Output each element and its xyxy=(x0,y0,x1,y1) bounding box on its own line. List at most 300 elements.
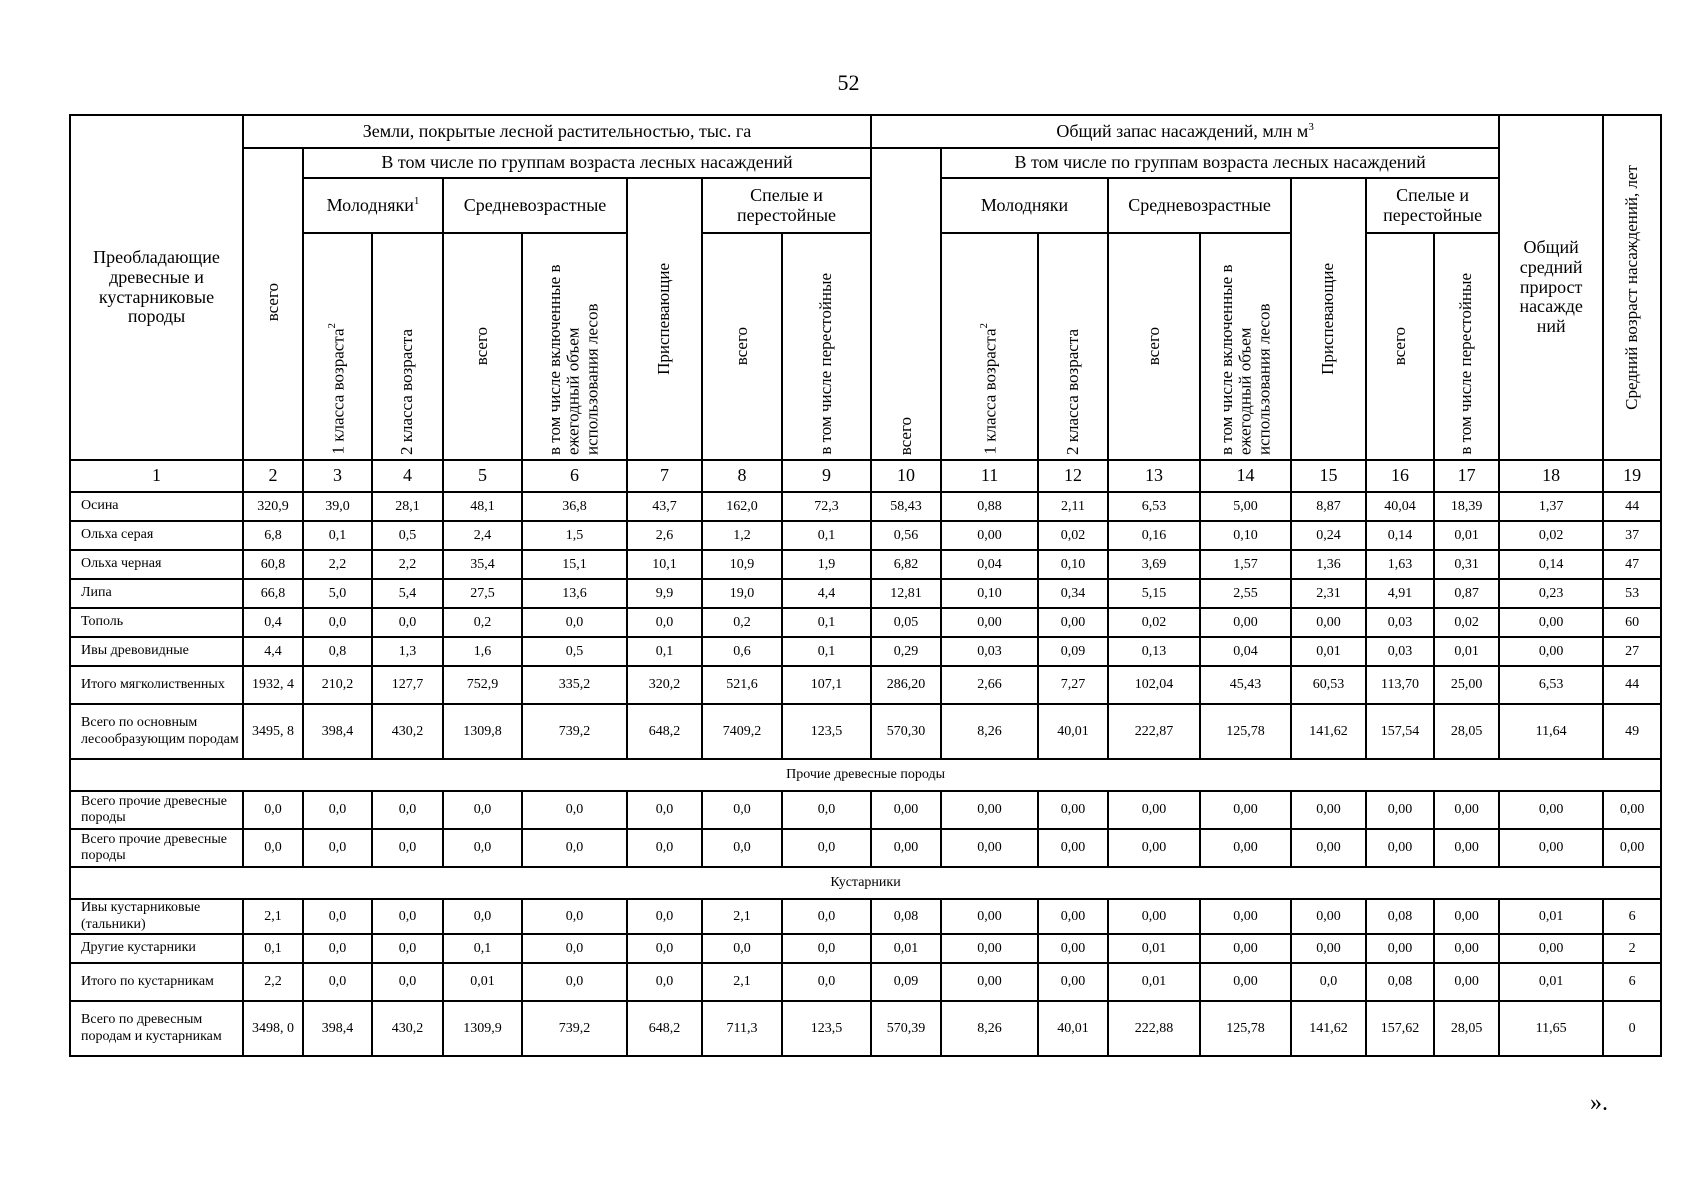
table-cell: 0,56 xyxy=(871,521,941,550)
header-stock-ripening: Приспевающие xyxy=(1291,178,1366,460)
section-other-species-title: Прочие древесные породы xyxy=(70,759,1661,791)
header-stock-mature-overmature: в том числе перестойные xyxy=(1434,233,1499,460)
table-cell: 0,0 xyxy=(303,899,372,934)
table-cell: 0,0 xyxy=(303,791,372,829)
table-cell: 0,00 xyxy=(1200,608,1291,637)
table-cell: 28,05 xyxy=(1434,1001,1499,1056)
table-cell: 0,1 xyxy=(782,608,871,637)
column-number: 14 xyxy=(1200,460,1291,492)
column-number: 6 xyxy=(522,460,627,492)
header-area-ripening: Приспевающие xyxy=(627,178,702,460)
table-cell: 0,01 xyxy=(1291,637,1366,666)
table-cell: 0,10 xyxy=(941,579,1038,608)
table-cell: 0,00 xyxy=(1038,608,1108,637)
table-cell: 0,1 xyxy=(443,934,522,963)
table-row xyxy=(70,934,1661,963)
header-stock-age-groups: В том числе по группам возраста лесных насаждений xyxy=(941,148,1499,178)
table-cell: 45,43 xyxy=(1200,666,1291,704)
table-cell: 0,0 xyxy=(303,608,372,637)
table-cell: 0,0 xyxy=(303,829,372,867)
table-cell: 0,34 xyxy=(1038,579,1108,608)
table-cell: 0,14 xyxy=(1499,550,1603,579)
table-cell: 0,1 xyxy=(627,637,702,666)
table-cell: 4,4 xyxy=(243,637,303,666)
table-cell: 0,0 xyxy=(372,608,443,637)
table-row xyxy=(70,521,1661,550)
table-cell: 60,53 xyxy=(1291,666,1366,704)
table-cell: 0,00 xyxy=(1038,829,1108,867)
table-cell: 0,0 xyxy=(522,963,627,1001)
table-cell: 0,00 xyxy=(1200,934,1291,963)
table-cell: 0,00 xyxy=(1434,963,1499,1001)
table-cell: 7409,2 xyxy=(702,704,782,759)
column-number: 15 xyxy=(1291,460,1366,492)
table-row xyxy=(70,829,1661,867)
table-cell: 0,00 xyxy=(1434,899,1499,934)
column-numbers-row xyxy=(70,460,1661,492)
table-cell: 113,70 xyxy=(1366,666,1434,704)
table-cell: 0,6 xyxy=(702,637,782,666)
table-cell: 27 xyxy=(1603,637,1661,666)
table-cell: 0,0 xyxy=(303,963,372,1001)
table-cell: 0,0 xyxy=(782,963,871,1001)
table-cell: 0,02 xyxy=(1434,608,1499,637)
table-cell: 0,0 xyxy=(443,791,522,829)
table-cell: 40,04 xyxy=(1366,492,1434,521)
table-cell: 320,9 xyxy=(243,492,303,521)
header-area-group: Земли, покрытые лесной растительностью, тыс. га xyxy=(243,115,871,148)
table-cell: 0,08 xyxy=(871,899,941,934)
table-cell: 0,0 xyxy=(782,829,871,867)
column-number: 1 xyxy=(70,460,243,492)
section-other-species xyxy=(70,759,1661,791)
table-cell: 0,00 xyxy=(1291,899,1366,934)
table-cell: 1309,9 xyxy=(443,1001,522,1056)
table-cell: 6 xyxy=(1603,899,1661,934)
table-cell: 0,0 xyxy=(627,829,702,867)
table-cell: 0,0 xyxy=(1291,963,1366,1001)
table-cell: 10,1 xyxy=(627,550,702,579)
table-cell: 5,15 xyxy=(1108,579,1200,608)
table-row xyxy=(70,666,1661,704)
table-cell: 335,2 xyxy=(522,666,627,704)
table-cell: 157,62 xyxy=(1366,1001,1434,1056)
table-cell: 13,6 xyxy=(522,579,627,608)
table-cell: 711,3 xyxy=(702,1001,782,1056)
table-cell: 0,16 xyxy=(1108,521,1200,550)
table-cell: 0,0 xyxy=(303,934,372,963)
table-cell: 0,00 xyxy=(1038,934,1108,963)
table-cell: 3495, 8 xyxy=(243,704,303,759)
table-cell: 1932, 4 xyxy=(243,666,303,704)
table-cell: 0,4 xyxy=(243,608,303,637)
table-cell: 8,26 xyxy=(941,704,1038,759)
table-cell: 0,0 xyxy=(702,934,782,963)
header-area-young-class2: 2 класса возраста xyxy=(372,233,443,460)
table-cell: 0,04 xyxy=(941,550,1038,579)
table-cell: 0,0 xyxy=(443,899,522,934)
table-cell: 1,5 xyxy=(522,521,627,550)
table-cell: 0,00 xyxy=(941,521,1038,550)
table-row xyxy=(70,579,1661,608)
table-cell: 752,9 xyxy=(443,666,522,704)
table-cell: 0,5 xyxy=(522,637,627,666)
table-cell: 0,1 xyxy=(303,521,372,550)
table-cell: 0,00 xyxy=(1366,791,1434,829)
table-cell: 0,14 xyxy=(1366,521,1434,550)
header-area-mature: Спелые и перестойные xyxy=(702,178,871,233)
column-number: 3 xyxy=(303,460,372,492)
table-cell: 6,82 xyxy=(871,550,941,579)
header-stock-middle-included: в том числе включенные в ежегодный объем использования лесов xyxy=(1200,233,1291,460)
species-name: Осина xyxy=(70,492,243,521)
species-name: Всего по основным лесообразующим породам xyxy=(70,704,243,759)
table-cell: 0,01 xyxy=(1108,934,1200,963)
table-cell: 28,1 xyxy=(372,492,443,521)
table-cell: 0,00 xyxy=(1434,791,1499,829)
table-cell: 0,03 xyxy=(1366,637,1434,666)
header-stock-young: Молодняки xyxy=(941,178,1108,233)
table-cell: 102,04 xyxy=(1108,666,1200,704)
table-cell: 0,00 xyxy=(941,899,1038,934)
table-cell: 0,0 xyxy=(372,899,443,934)
table-cell: 6,8 xyxy=(243,521,303,550)
table-cell: 7,27 xyxy=(1038,666,1108,704)
header-area-middle: Средневозрастные xyxy=(443,178,627,233)
table-cell: 1,37 xyxy=(1499,492,1603,521)
table-cell: 0,5 xyxy=(372,521,443,550)
table-cell: 0,0 xyxy=(627,899,702,934)
column-number: 7 xyxy=(627,460,702,492)
table-row xyxy=(70,963,1661,1001)
table-cell: 2,31 xyxy=(1291,579,1366,608)
table-cell: 0,01 xyxy=(1434,637,1499,666)
header-stock-total: всего xyxy=(871,148,941,460)
table-cell: 5,4 xyxy=(372,579,443,608)
table-cell: 4,4 xyxy=(782,579,871,608)
table-cell: 0,8 xyxy=(303,637,372,666)
table-cell: 19,0 xyxy=(702,579,782,608)
table-row xyxy=(70,791,1661,829)
column-number: 17 xyxy=(1434,460,1499,492)
table-cell: 72,3 xyxy=(782,492,871,521)
table-cell: 320,2 xyxy=(627,666,702,704)
header-area-young-class1: 1 класса возраста$^2$ xyxy=(303,233,372,460)
table-cell: 0,0 xyxy=(702,829,782,867)
table-cell: 53 xyxy=(1603,579,1661,608)
table-cell: 0,00 xyxy=(1499,934,1603,963)
species-name: Итого мягколиственных xyxy=(70,666,243,704)
table-cell: 0,0 xyxy=(782,934,871,963)
header-stock-middle: Средневозрастные xyxy=(1108,178,1291,233)
table-cell: 0,1 xyxy=(243,934,303,963)
table-cell: 0,08 xyxy=(1366,963,1434,1001)
section-shrubs xyxy=(70,867,1661,899)
table-cell: 398,4 xyxy=(303,704,372,759)
table-cell: 1,6 xyxy=(443,637,522,666)
table-cell: 0,0 xyxy=(243,829,303,867)
table-cell: 0,88 xyxy=(941,492,1038,521)
table-cell: 37 xyxy=(1603,521,1661,550)
column-number: 18 xyxy=(1499,460,1603,492)
table-cell: 107,1 xyxy=(782,666,871,704)
table-cell: 2,1 xyxy=(702,899,782,934)
table-cell: 0,0 xyxy=(372,791,443,829)
table-cell: 0,00 xyxy=(1291,829,1366,867)
table-cell: 0,00 xyxy=(1291,934,1366,963)
table-cell: 125,78 xyxy=(1200,704,1291,759)
table-cell: 141,62 xyxy=(1291,1001,1366,1056)
table-cell: 0,2 xyxy=(702,608,782,637)
table-cell: 2,4 xyxy=(443,521,522,550)
header-area-mature-total: всего xyxy=(702,233,782,460)
table-cell: 0,02 xyxy=(1499,521,1603,550)
table-cell: 521,6 xyxy=(702,666,782,704)
table-cell: 0,0 xyxy=(443,829,522,867)
table-cell: 0,00 xyxy=(1291,791,1366,829)
table-cell: 25,00 xyxy=(1434,666,1499,704)
shrubs-rows xyxy=(70,867,1661,1056)
table-cell: 8,87 xyxy=(1291,492,1366,521)
table-cell: 210,2 xyxy=(303,666,372,704)
table-cell: 0,2 xyxy=(443,608,522,637)
table-cell: 0,00 xyxy=(1108,829,1200,867)
table-row xyxy=(70,492,1661,521)
table-cell: 6 xyxy=(1603,963,1661,1001)
table-cell: 0,0 xyxy=(627,963,702,1001)
column-number: 4 xyxy=(372,460,443,492)
table-cell: 2,66 xyxy=(941,666,1038,704)
main-species-rows xyxy=(70,492,1661,759)
table-cell: 0,00 xyxy=(1499,829,1603,867)
header-growth: Общий средний прирост насажде ний xyxy=(1499,115,1603,460)
header-area-middle-total: всего xyxy=(443,233,522,460)
table-cell: 0,00 xyxy=(1200,791,1291,829)
header-area-middle-included: в том числе включенные в ежегодный объем использования лесов xyxy=(522,233,627,460)
species-name: Ольха серая xyxy=(70,521,243,550)
page-number: 52 xyxy=(837,70,860,95)
table-cell: 0,87 xyxy=(1434,579,1499,608)
table-cell: 0,1 xyxy=(782,637,871,666)
column-number: 16 xyxy=(1366,460,1434,492)
table-cell: 18,39 xyxy=(1434,492,1499,521)
column-number: 2 xyxy=(243,460,303,492)
header-stock-young-class2: 2 класса возраста xyxy=(1038,233,1108,460)
table-cell: 157,54 xyxy=(1366,704,1434,759)
table-cell: 0,0 xyxy=(702,791,782,829)
table-cell: 60 xyxy=(1603,608,1661,637)
table-cell: 0,0 xyxy=(522,899,627,934)
table-cell: 0,1 xyxy=(782,521,871,550)
table-cell: 0,00 xyxy=(871,791,941,829)
table-cell: 5,00 xyxy=(1200,492,1291,521)
column-number: 13 xyxy=(1108,460,1200,492)
table-cell: 0,04 xyxy=(1200,637,1291,666)
column-number: 12 xyxy=(1038,460,1108,492)
table-cell: 0,00 xyxy=(1603,791,1661,829)
table-cell: 48,1 xyxy=(443,492,522,521)
species-name: Другие кустарники xyxy=(70,934,243,963)
table-row xyxy=(70,550,1661,579)
table-cell: 0,00 xyxy=(1038,899,1108,934)
table-cell: 1309,8 xyxy=(443,704,522,759)
table-cell: 0,00 xyxy=(1499,637,1603,666)
table-cell: 739,2 xyxy=(522,704,627,759)
table-cell: 1,3 xyxy=(372,637,443,666)
header-stock-young-class1: 1 класса возраста$^2$ xyxy=(941,233,1038,460)
table-cell: 739,2 xyxy=(522,1001,627,1056)
table-cell: 43,7 xyxy=(627,492,702,521)
table-cell: 123,5 xyxy=(782,1001,871,1056)
table-cell: 36,8 xyxy=(522,492,627,521)
table-cell: 430,2 xyxy=(372,1001,443,1056)
table-cell: 12,81 xyxy=(871,579,941,608)
table-cell: 0,08 xyxy=(1366,899,1434,934)
table-cell: 2,2 xyxy=(243,963,303,1001)
header-area-total: всего xyxy=(243,148,303,460)
table-cell: 40,01 xyxy=(1038,1001,1108,1056)
forest-statistics-table xyxy=(69,114,1662,1057)
table-cell: 47 xyxy=(1603,550,1661,579)
table-cell: 0,0 xyxy=(627,608,702,637)
header-stock-middle-total: всего xyxy=(1108,233,1200,460)
table-cell: 8,26 xyxy=(941,1001,1038,1056)
table-cell: 44 xyxy=(1603,666,1661,704)
table-cell: 0,00 xyxy=(1038,963,1108,1001)
table-cell: 1,9 xyxy=(782,550,871,579)
table-cell: 39,0 xyxy=(303,492,372,521)
table-cell: 0,00 xyxy=(871,829,941,867)
table-cell: 0,13 xyxy=(1108,637,1200,666)
species-name: Всего прочие древесные породы xyxy=(70,791,243,829)
table-row xyxy=(70,704,1661,759)
table-cell: 0,0 xyxy=(782,899,871,934)
species-name: Ивы кустарниковые (тальники) xyxy=(70,899,243,934)
table-cell: 0,03 xyxy=(941,637,1038,666)
species-name: Всего по древесным породам и кустарникам xyxy=(70,1001,243,1056)
table-cell: 1,57 xyxy=(1200,550,1291,579)
table-cell: 648,2 xyxy=(627,1001,702,1056)
table-cell: 0,00 xyxy=(1434,829,1499,867)
table-cell: 11,65 xyxy=(1499,1001,1603,1056)
table-cell: 162,0 xyxy=(702,492,782,521)
table-cell: 3498, 0 xyxy=(243,1001,303,1056)
table-cell: 125,78 xyxy=(1200,1001,1291,1056)
table-cell: 0,05 xyxy=(871,608,941,637)
table-cell: 40,01 xyxy=(1038,704,1108,759)
table-cell: 0,0 xyxy=(372,829,443,867)
table-cell: 66,8 xyxy=(243,579,303,608)
table-cell: 0,01 xyxy=(443,963,522,1001)
table-cell: 0,0 xyxy=(522,829,627,867)
table-cell: 430,2 xyxy=(372,704,443,759)
table-cell: 0,00 xyxy=(941,608,1038,637)
table-cell: 0,00 xyxy=(1200,829,1291,867)
header-area-young: Молодняки$^1$ xyxy=(303,178,443,233)
table-cell: 0,00 xyxy=(1603,829,1661,867)
table-cell: 15,1 xyxy=(522,550,627,579)
species-name: Всего прочие древесные породы xyxy=(70,829,243,867)
table-row xyxy=(70,608,1661,637)
table-cell: 35,4 xyxy=(443,550,522,579)
table-cell: 6,53 xyxy=(1108,492,1200,521)
table-cell: 2,11 xyxy=(1038,492,1108,521)
table-cell: 2,6 xyxy=(627,521,702,550)
table-cell: 0,0 xyxy=(627,934,702,963)
table-cell: 0,00 xyxy=(1366,934,1434,963)
table-cell: 0,00 xyxy=(1291,608,1366,637)
table-cell: 0,01 xyxy=(1499,899,1603,934)
table-cell: 3,69 xyxy=(1108,550,1200,579)
column-number: 8 xyxy=(702,460,782,492)
table-cell: 11,64 xyxy=(1499,704,1603,759)
table-cell: 1,2 xyxy=(702,521,782,550)
header-stock-mature-total: всего xyxy=(1366,233,1434,460)
table-cell: 2,2 xyxy=(372,550,443,579)
species-name: Ивы древовидные xyxy=(70,637,243,666)
table-cell: 0,24 xyxy=(1291,521,1366,550)
table-cell: 127,7 xyxy=(372,666,443,704)
table-cell: 286,20 xyxy=(871,666,941,704)
table-cell: 0,0 xyxy=(372,934,443,963)
table-cell: 0,00 xyxy=(1499,791,1603,829)
other-species-rows xyxy=(70,759,1661,867)
table-cell: 0,0 xyxy=(522,934,627,963)
table-cell: 10,9 xyxy=(702,550,782,579)
table-cell: 0,00 xyxy=(1108,899,1200,934)
table-row xyxy=(70,1001,1661,1056)
table-cell: 123,5 xyxy=(782,704,871,759)
column-number: 11 xyxy=(941,460,1038,492)
table-cell: 0,00 xyxy=(941,963,1038,1001)
table-row xyxy=(70,637,1661,666)
table-cell: 0,01 xyxy=(871,934,941,963)
table-cell: 2,1 xyxy=(702,963,782,1001)
table-cell: 0,00 xyxy=(1200,963,1291,1001)
table-cell: 2,1 xyxy=(243,899,303,934)
table-cell: 28,05 xyxy=(1434,704,1499,759)
table-cell: 0,00 xyxy=(1108,791,1200,829)
table-cell: 0,0 xyxy=(782,791,871,829)
table-header xyxy=(70,115,1661,492)
table-cell: 0,00 xyxy=(1200,899,1291,934)
table-cell: 0,0 xyxy=(522,608,627,637)
table-cell: 0,0 xyxy=(627,791,702,829)
table-cell: 0,09 xyxy=(1038,637,1108,666)
table-cell: 0,00 xyxy=(941,829,1038,867)
table-cell: 0,00 xyxy=(941,934,1038,963)
table-cell: 141,62 xyxy=(1291,704,1366,759)
table-cell: 0,02 xyxy=(1108,608,1200,637)
table-cell: 1,63 xyxy=(1366,550,1434,579)
table-cell: 0,00 xyxy=(1366,829,1434,867)
header-species: Преобладающие древесные и кустарниковые породы xyxy=(70,115,243,460)
table-cell: 0,01 xyxy=(1108,963,1200,1001)
column-number: 10 xyxy=(871,460,941,492)
header-stock-mature: Спелые и перестойные xyxy=(1366,178,1499,233)
table-cell: 0,31 xyxy=(1434,550,1499,579)
table-cell: 0,09 xyxy=(871,963,941,1001)
table-cell: 27,5 xyxy=(443,579,522,608)
table-cell: 0,00 xyxy=(1038,791,1108,829)
species-name: Липа xyxy=(70,579,243,608)
column-number: 9 xyxy=(782,460,871,492)
species-name: Итого по кустарникам xyxy=(70,963,243,1001)
header-stock-group: Общий запас насаждений, млн $м^3$ xyxy=(871,115,1499,148)
column-number: 5 xyxy=(443,460,522,492)
table-cell: 0,23 xyxy=(1499,579,1603,608)
table-cell: 60,8 xyxy=(243,550,303,579)
